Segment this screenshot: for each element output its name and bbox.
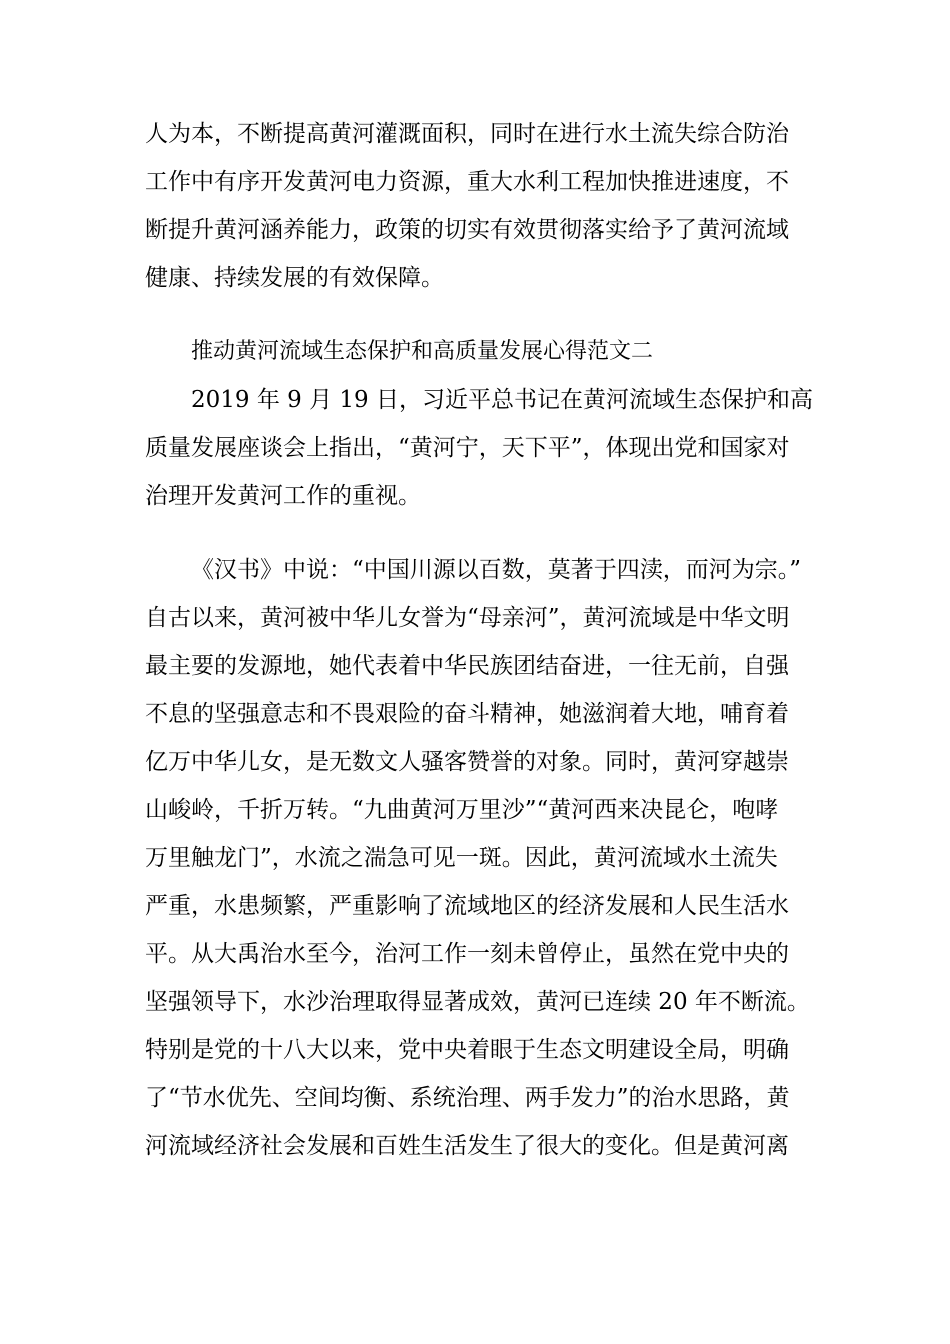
paragraph-2-line: 2019 年 9 月 19 日，习近平总书记在黄河流域生态保护和高	[191, 387, 813, 413]
paragraph-3-line: 不息的坚强意志和不畏艰险的奋斗精神，她滋润着大地，哺育着	[145, 701, 789, 727]
paragraph-1-line: 断提升黄河涵养能力，政策的切实有效贯彻落实给予了黄河流域	[145, 217, 789, 243]
paragraph-3-line: 坚强领导下，水沙治理取得显著成效，黄河已连续 20 年不断流。	[145, 989, 810, 1015]
paragraph-3-line: 平。从大禹治水至今，治河工作一刻未曾停止，虽然在党中央的	[145, 941, 789, 967]
document-body	[145, 110, 813, 1170]
paragraph-3-line: 自古以来，黄河被中华儿女誉为“母亲河”，黄河流域是中华文明	[145, 605, 790, 631]
paragraph-1	[145, 110, 810, 302]
section-title: 推动黄河流域生态保护和高质量发展心得范文二	[191, 339, 654, 364]
paragraph-1-line: 工作中有序开发黄河电力资源，重大水利工程加快推进速度，不	[145, 169, 789, 195]
paragraph-3-line: 特别是党的十八大以来，党中央着眼于生态文明建设全局，明确	[145, 1037, 789, 1063]
paragraph-2-line: 质量发展座谈会上指出，“黄河宁，天下平”，体现出党和国家对	[145, 435, 790, 461]
paragraph-3-line: 了“节水优先、空间均衡、系统治理、两手发力”的治水思路，黄	[145, 1085, 790, 1111]
paragraph-2	[145, 376, 813, 520]
paragraph-1-line: 健康、持续发展的有效保障。	[145, 265, 444, 291]
paragraph-3-line: 《汉书》中说：“中国川源以百数，莫著于四渎，而河为宗。”	[191, 557, 802, 583]
paragraph-3-line: 山峻岭，千折万转。“九曲黄河万里沙”“黄河西来决昆仑，咆哮	[145, 797, 779, 823]
paragraph-2-line: 治理开发黄河工作的重视。	[145, 483, 421, 509]
paragraph-3-line: 河流域经济社会发展和百姓生活发生了很大的变化。但是黄河离	[145, 1133, 789, 1159]
paragraph-3-line: 严重，水患频繁，严重影响了流域地区的经济发展和人民生活水	[145, 893, 789, 919]
paragraph-3-line: 亿万中华儿女，是无数文人骚客赞誉的对象。同时，黄河穿越崇	[145, 749, 789, 775]
paragraph-3-line: 最主要的发源地，她代表着中华民族团结奋进，一往无前，自强	[145, 653, 789, 679]
paragraph-1-line: 人为本，不断提高黄河灌溉面积，同时在进行水土流失综合防治	[145, 121, 789, 147]
paragraph-3	[145, 546, 810, 1170]
paragraph-3-line: 万里触龙门”，水流之湍急可见一斑。因此，黄河流域水土流失	[145, 845, 778, 871]
